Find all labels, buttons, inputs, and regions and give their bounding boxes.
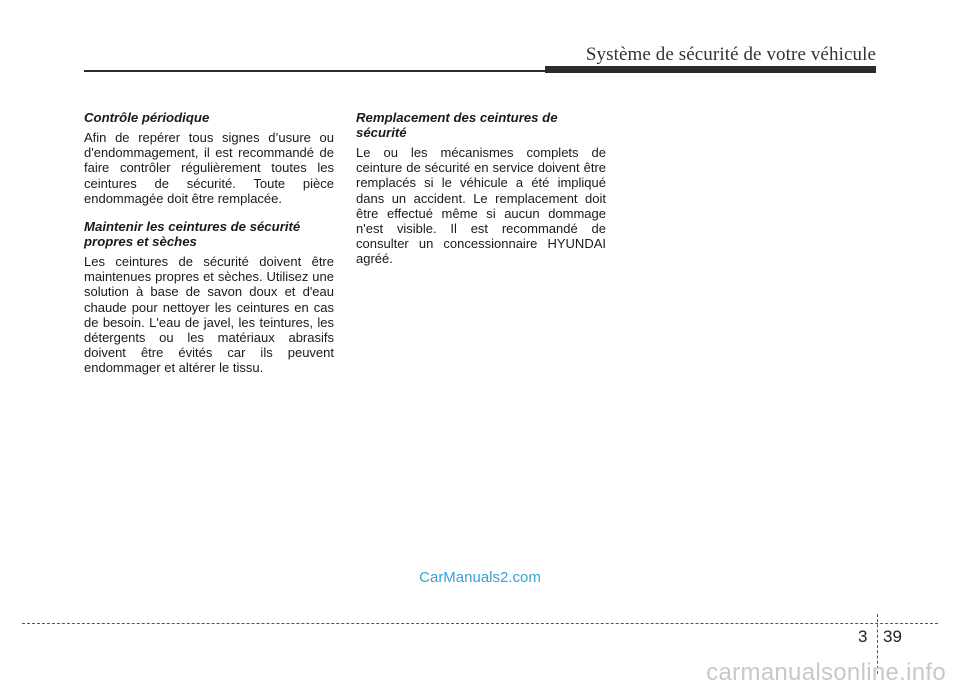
section-heading-keep-clean: Maintenir les ceintures de sécurité propres et sèches bbox=[84, 219, 301, 250]
section-body-replacement: Le ou les mécanismes complets de ceinture de sécurité en service doivent être remplacés si le véhicule a été impliqué dans un accident. Le remplacement doit être effectué même si aucun dommage n'est visible. Il est recommandé de consulter un concessionnaire HYUNDAI agréé. bbox=[356, 145, 606, 267]
section-heading-periodic-check: Contrôle périodique bbox=[84, 110, 210, 125]
section-body-keep-clean: Les ceintures de sécurité doivent être maintenues propres et sèches. Utilisez une solution à base de savon doux et d'eau chaude pour nettoyer les ceintures en cas de besoin. L'eau de javel, les teintures, les détergents ou les matériaux abrasifs doivent être évités car ils peuvent endommager et altérer le tissu. bbox=[84, 254, 334, 376]
watermark-link[interactable]: CarManuals2.com bbox=[419, 569, 541, 586]
footer-dashed-rule bbox=[22, 623, 938, 624]
header-rule-accent bbox=[545, 66, 876, 73]
page-header-title: Système de sécurité de votre véhicule bbox=[585, 44, 876, 65]
section-body-periodic-check: Afin de repérer tous signes d’usure ou d'endommagement, il est recommandé de faire contrôler régulièrement toutes les ceintures de sécurité. Toute pièce endommagée doit être remplacée. bbox=[84, 130, 334, 206]
chapter-number: 3 bbox=[858, 627, 868, 646]
right-column bbox=[356, 110, 606, 280]
section-heading-replacement: Remplacement des ceintures de sécurité bbox=[356, 110, 558, 140]
page-number: 39 bbox=[883, 627, 902, 646]
watermark-bottom: carmanualsonline.info bbox=[706, 659, 946, 686]
left-column bbox=[84, 110, 334, 389]
